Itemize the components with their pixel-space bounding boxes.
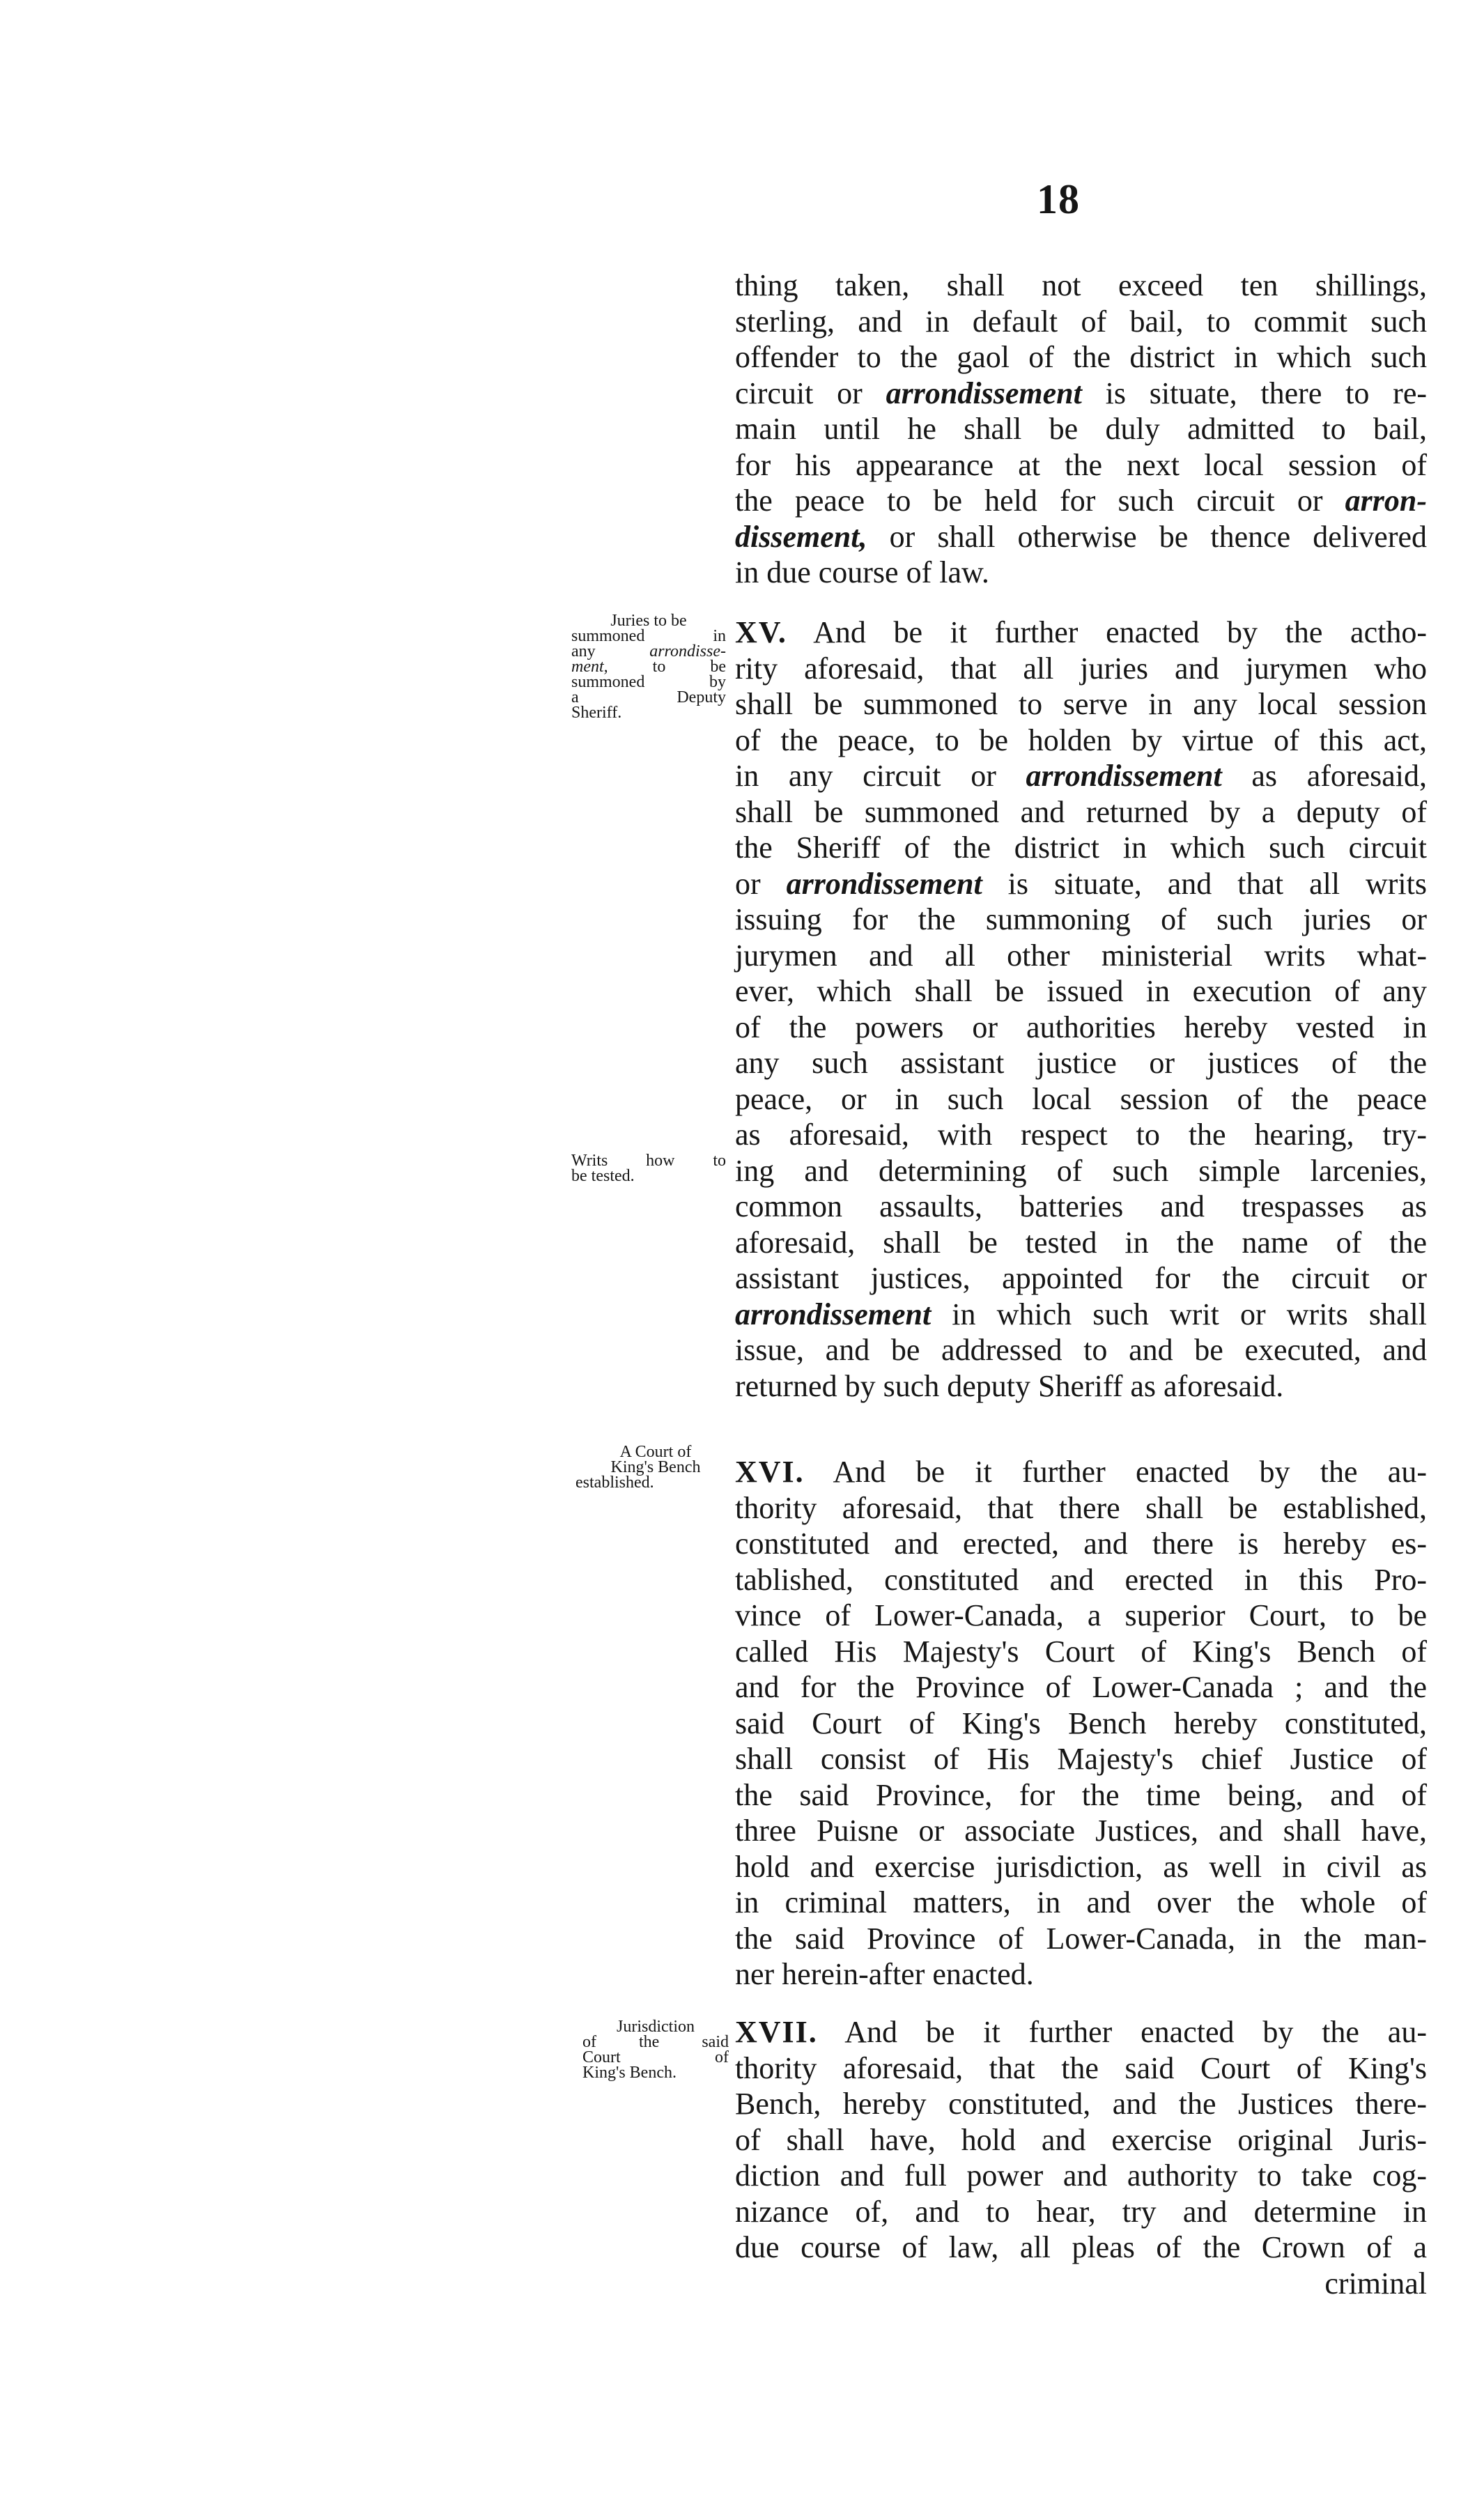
italic-term: arron- (1345, 484, 1427, 518)
italic-term: arrondissement (886, 376, 1082, 410)
text-line: ner herein-after enacted. (735, 1957, 1034, 1991)
italic-term: dissement, (735, 519, 867, 554)
text-line: dissement, or shall otherwise be thence delivered (735, 519, 1427, 554)
text-line: in criminal matters, in and over the whole of (735, 1885, 1427, 1919)
italic-term: arrondissement (1026, 759, 1222, 793)
text-line: for his appearance at the next local session of (735, 447, 1427, 482)
text-line: thing taken, shall not exceed ten shillings, (735, 268, 1427, 302)
text-line: common assaults, batteries and trespasses as (735, 1189, 1427, 1223)
text-line: as aforesaid, with respect to the hearing, try- (735, 1118, 1427, 1152)
text-line: shall be summoned to serve in any local session (735, 687, 1427, 721)
text-line: or arrondissement is situate, and that all writs (735, 866, 1427, 901)
italic-term: arrondissement (786, 866, 982, 901)
text-line: three Puisne or associate Justices, and shall have, (735, 1814, 1427, 1848)
text-line: offender to the gaol of the district in which such (735, 340, 1427, 374)
text-line: XVI. And be it further enacted by the au- (735, 1455, 1427, 1489)
text-line: nizance of, and to hear, try and determine in (735, 2194, 1427, 2229)
section-number: XV. (735, 615, 787, 649)
section-xvi (735, 1454, 1427, 1993)
text-line: said Court of King's Bench hereby constituted, (735, 1706, 1427, 1740)
text-line: constituted and erected, and there is hereby es- (735, 1526, 1427, 1561)
paragraph-continuation (735, 268, 1427, 591)
italic-term: arrondissement (735, 1297, 932, 1331)
text-line: called His Majesty's Court of King's Bench of (735, 1634, 1427, 1669)
text-line: issue, and be addressed to and be executed, and (735, 1333, 1427, 1367)
text-line: of shall have, hold and exercise original Juris- (735, 2122, 1427, 2157)
text-line: and for the Province of Lower-Canada ; and the (735, 1670, 1427, 1704)
text-line: diction and full power and authority to take cog- (735, 2158, 1427, 2193)
text-line: sterling, and in default of bail, to commit such (735, 304, 1427, 339)
text-line: aforesaid, shall be tested in the name of the (735, 1225, 1427, 1260)
text-line: returned by such deputy Sheriff as aforesaid. (735, 1368, 1284, 1403)
text-line: due course of law, all pleas of the Crown of a (735, 2230, 1427, 2264)
text-line: vince of Lower-Canada, a superior Court, to be (735, 1598, 1427, 1632)
text-line: Bench, hereby constituted, and the Justices there- (735, 2087, 1427, 2121)
section-number: XVII. (735, 2015, 818, 2049)
text-line: ing and determining of such simple larcenies, (735, 1153, 1427, 1188)
margin-note-writs: Writs how to be tested. (571, 1152, 726, 1185)
text-line: hold and exercise jurisdiction, as well in civil as (735, 1849, 1427, 1884)
text-line: of the peace, to be holden by virtue of this act, (735, 722, 1427, 757)
text-line: the peace to be held for such circuit or arron- (735, 484, 1427, 518)
italic-term: ment, (571, 658, 608, 676)
margin-note-jurisdiction: Jurisdiction of the said Court of King's Bench. (582, 2018, 729, 2082)
text-line: main until he shall be duly admitted to bail, (735, 412, 1427, 446)
text-line: XV. And be it further enacted by the actho- (735, 615, 1427, 649)
text-line: thority aforesaid, that there shall be established, (735, 1490, 1427, 1525)
section-xv (735, 614, 1427, 1404)
section-number: XVI. (735, 1455, 805, 1489)
text-line: jurymen and all other ministerial writs what- (735, 938, 1427, 973)
text-line: circuit or arrondissement is situate, there to re- (735, 376, 1427, 410)
text-line: XVII. And be it further enacted by the au- (735, 2015, 1427, 2049)
text-line: thority aforesaid, that the said Court of King's (735, 2050, 1427, 2085)
text-line: rity aforesaid, that all juries and jurymen who (735, 651, 1427, 686)
text-line: arrondissement in which such writ or writs shall (735, 1297, 1427, 1331)
italic-term: arrondisse- (649, 642, 726, 660)
text-line: the said Province, for the time being, and of (735, 1777, 1427, 1812)
catchword: criminal (1324, 2266, 1427, 2301)
text-line: the Sheriff of the district in which such circuit (735, 830, 1427, 865)
margin-note-juries: Juries to be summoned in any arrondisse- ment, to be summoned by a Deputy Sheriff. (571, 612, 726, 722)
text-line: ever, which shall be issued in execution of any (735, 974, 1427, 1008)
text-line: peace, or in such local session of the peace (735, 1081, 1427, 1116)
text-line: any such assistant justice or justices of the (735, 1046, 1427, 1080)
section-xvii (735, 2014, 1427, 2301)
text-line: shall be summoned and returned by a deputy of (735, 794, 1427, 829)
text-line: issuing for the summoning of such juries or (735, 902, 1427, 936)
text-line: the said Province of Lower-Canada, in the man- (735, 1921, 1427, 1956)
page-number: 18 (1037, 176, 1080, 222)
text-line: in any circuit or arrondissement as aforesaid, (735, 759, 1427, 793)
text-line: tablished, constituted and erected in this Pro- (735, 1562, 1427, 1597)
text-line: assistant justices, appointed for the circuit or (735, 1261, 1427, 1295)
text-line: shall consist of His Majesty's chief Justice of (735, 1742, 1427, 1776)
text-line: in due course of law. (735, 555, 989, 589)
text-line: of the powers or authorities hereby vested in (735, 1010, 1427, 1044)
margin-note-court: A Court of King's Bench established. (575, 1443, 701, 1492)
